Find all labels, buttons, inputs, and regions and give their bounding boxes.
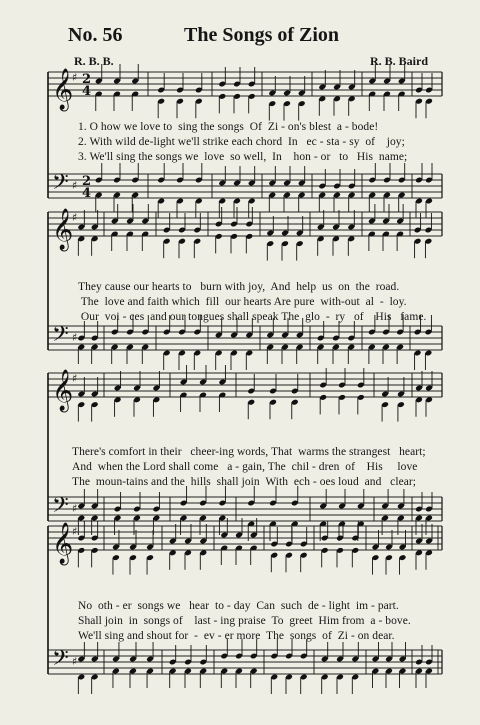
sharp-icon: ♯ (72, 179, 78, 192)
hymn-title: The Songs of Zion (184, 24, 340, 46)
lyric-line: 2. With wild de-light we'll strike each chord In ec - sta - sy of joy; (78, 136, 405, 148)
sharp-icon: ♯ (72, 211, 78, 224)
bass-clef-icon: 𝄢 (52, 170, 69, 200)
time-signature: 2 (82, 72, 92, 87)
hymn-number: No. 56 (68, 24, 123, 46)
lyric-line: Shall join in songs of last - ing praise To greet Him from a - bove. (78, 615, 411, 627)
words-author: R. B. B. (74, 54, 114, 68)
sharp-icon: ♯ (72, 331, 78, 344)
sharp-icon: ♯ (72, 502, 78, 515)
time-signature: 4 (82, 186, 92, 201)
lyric-line: They cause our hearts to burn with joy, And help us on the road. (78, 281, 400, 293)
sharp-icon: ♯ (72, 525, 78, 538)
treble-clef-icon: 𝄞 (52, 209, 74, 250)
sharp-icon: ♯ (72, 71, 78, 84)
sharp-icon: ♯ (72, 372, 78, 385)
treble-clef-icon: 𝄞 (52, 69, 74, 110)
lyric-line: The moun-tains and the hills shall join With ech - oes loud and clear; (72, 476, 416, 488)
bass-clef-icon: 𝄢 (52, 646, 69, 676)
lyric-line: There's comfort in their cheer-ing words, That warms the strangest heart; (72, 446, 426, 458)
bass-clef-icon: 𝄢 (52, 493, 69, 523)
bass-clef-icon: 𝄢 (52, 322, 69, 352)
lyric-line: 3. We'll sing the songs we love so well, In hon - or to His name; (78, 151, 408, 163)
time-signature: 4 (82, 84, 92, 99)
treble-clef-icon: 𝄞 (52, 523, 74, 564)
lyric-line: And when the Lord shall come a - gain, The chil - dren of His love (72, 461, 418, 473)
treble-clef-icon: 𝄞 (52, 370, 74, 411)
sharp-icon: ♯ (72, 655, 78, 668)
lyric-line: The love and faith which fill our hearts Are pure with-out al - loy. (78, 296, 407, 308)
lyric-line: We'll sing and shout for - ev - er more The songs of Zi - on dear. (78, 630, 395, 642)
lyric-line: Our voi - ces and our tongues shall speak The glo - ry of His fame. (78, 311, 427, 323)
time-signature: 2 (82, 174, 92, 189)
lyric-line: No oth - er songs we hear to - day Can such de - light im - part. (78, 600, 399, 612)
music-composer: R. B. Baird (370, 54, 429, 68)
lyric-line: 1. O how we love to sing the songs Of Zi - on's blest a - bode! (78, 121, 379, 133)
